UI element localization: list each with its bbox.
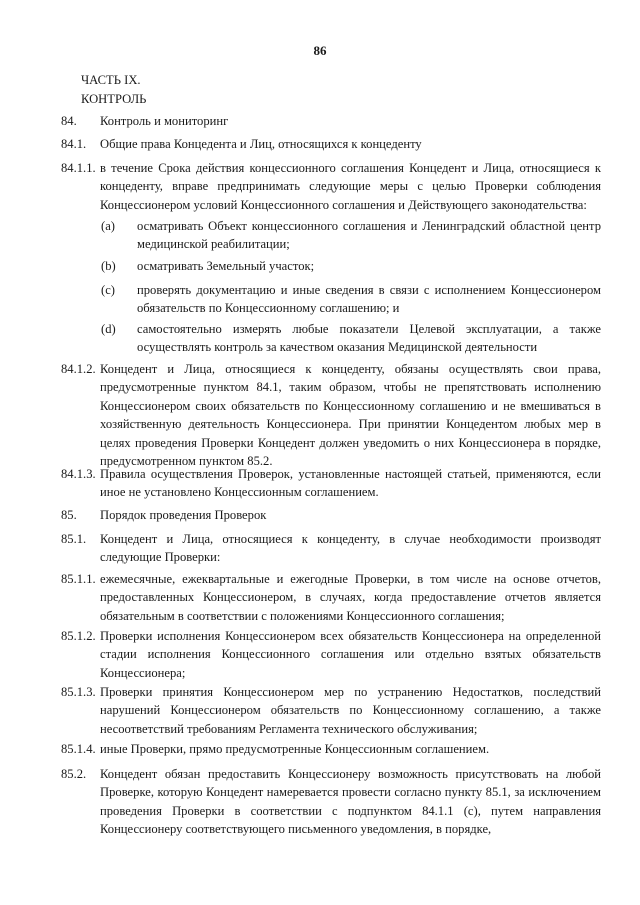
part-title-line1: ЧАСТЬ IX.	[81, 73, 141, 87]
clause-85-1-4	[61, 740, 601, 758]
clause-number: 85.1.4.	[61, 742, 96, 756]
clause-number: 85.2.	[61, 767, 87, 781]
clause-text: Концедент и Лица, относящиеся к концеденту, обязаны осуществлять свои права, предусмотренные пунктом 84.1, таким образом, чтобы не препятствовать исполнению Концессионером своих обязательств по Концессионному соглашению и не вмешиваться в хозяйственную деятельность Концессионера. При принятии Концедентом любых мер в целях проведения Проверки Концедент должен уведомить о них Концессионера в порядке, предусмотренном пунктом 85.2.	[100, 362, 601, 469]
clause-number: 84.1.3.	[61, 467, 96, 481]
section-title: Контроль и мониторинг	[100, 114, 229, 128]
list-item-c	[101, 281, 601, 318]
list-item-text: осматривать Объект концессионного соглашения и Ленинградский областной центр медицинской реабилитации;	[137, 219, 601, 252]
section-number: 84.1.	[61, 137, 87, 151]
clause-84-1-3	[61, 465, 601, 502]
section-84	[61, 112, 601, 130]
list-item-label: (c)	[101, 283, 115, 297]
clause-text: в течение Срока действия концессионного соглашения Концедент и Лица, относящиеся к концеденту, вправе предпринимать следующие меры с целью Проверки соблюдения Концессионером условий Концессионного соглашения и Действующего законодательства:	[100, 161, 601, 212]
section-title: Порядок проведения Проверок	[100, 508, 267, 522]
list-item-text: проверять документацию и иные сведения в связи с исполнением Концессионером обязательств по Концессионному соглашению; и	[137, 283, 601, 316]
clause-text: Концедент и Лица, относящиеся к концеденту, в случае необходимости производят следующие Проверки:	[100, 532, 601, 565]
list-item-d	[101, 320, 601, 357]
clause-number: 85.1.	[61, 532, 87, 546]
clause-text: ежемесячные, ежеквартальные и ежегодные Проверки, в том числе на основе отчетов, предоставленных Концессионером, в случаях, когда предоставление отчетов является обязательным в соответствии с положениями Концессионного соглашения;	[100, 572, 601, 623]
clause-85-2	[61, 765, 601, 839]
clause-text: иные Проверки, прямо предусмотренные Концессионным соглашением.	[100, 742, 490, 756]
list-item-b	[101, 257, 601, 275]
list-item-label: (b)	[101, 259, 116, 273]
list-item-text: самостоятельно измерять любые показатели Целевой эксплуатации, а также осуществлять контроль за качеством оказания Медицинской деятельности	[137, 322, 601, 355]
list-item-a	[101, 217, 601, 254]
clause-84-1-1	[61, 159, 601, 214]
list-item-label: (d)	[101, 322, 116, 336]
clause-number: 84.1.1.	[61, 161, 96, 175]
clause-85-1	[61, 530, 601, 567]
clause-text: Правила осуществления Проверок, установленные настоящей статьей, применяются, если иное не установлено Концессионным соглашением.	[100, 467, 601, 500]
page-number: 86	[313, 43, 327, 58]
clause-84-1-2	[61, 360, 601, 470]
section-number: 84.	[61, 114, 77, 128]
clause-85-1-1	[61, 570, 601, 625]
part-heading	[81, 71, 146, 109]
list-item-label: (a)	[101, 219, 115, 233]
clause-85-1-2	[61, 627, 601, 682]
section-84-1	[61, 135, 601, 153]
section-title: Общие права Концедента и Лиц, относящихся к концеденту	[100, 137, 422, 151]
clause-85-1-3	[61, 683, 601, 738]
part-title-line2: КОНТРОЛЬ	[81, 92, 147, 106]
clause-text: Концедент обязан предоставить Концессионеру возможность присутствовать на любой Проверке, которую Концедент намеревается провести согласно пункту 85.1, за исключением проведения Проверки в соответствии с подпунктом 84.1.1 (c), путем направления Концессионеру соответствующего письменного уведомления, в порядке,	[100, 767, 601, 837]
clause-number: 85.1.2.	[61, 629, 96, 643]
section-85	[61, 506, 601, 524]
clause-text: Проверки принятия Концессионером мер по устранению Недостатков, последствий нарушений Концессионером обязательств по Концессионному соглашению, а также несоответствий требованиям Регламента технического обслуживания;	[100, 685, 601, 736]
clause-number: 84.1.2.	[61, 362, 96, 376]
clause-text: Проверки исполнения Концессионером всех обязательств Концессионера на определенной стадии исполнения Концессионного соглашения или отдельно взятых обязательств Концессионера;	[100, 629, 601, 680]
section-number: 85.	[61, 508, 77, 522]
clause-number: 85.1.1.	[61, 572, 96, 586]
list-item-text: осматривать Земельный участок;	[137, 259, 315, 273]
clause-number: 85.1.3.	[61, 685, 96, 699]
